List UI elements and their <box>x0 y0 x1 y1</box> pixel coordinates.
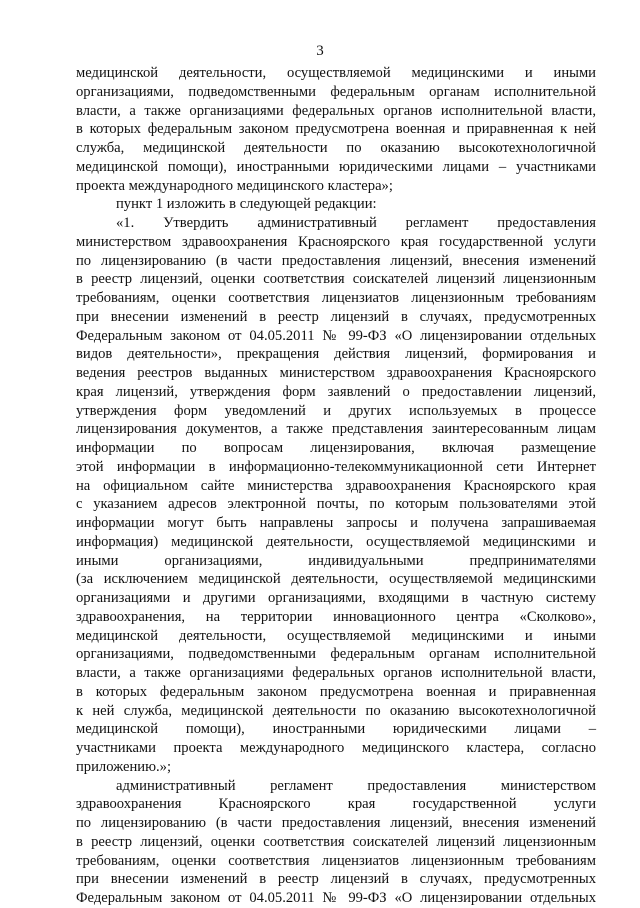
text-line: по лицензированию (в части предоставления лицензий, внесения изменений <box>76 815 596 831</box>
text-line: информации по вопросам лицензирования, включая размещение <box>76 440 596 456</box>
text-line: на официальном сайте министерства здравоохранения Красноярского края <box>76 477 596 494</box>
text-line: в которых федеральным законом предусмотрена военная и приравненная к ней <box>76 121 596 138</box>
text-line: приложению.»; <box>76 758 172 775</box>
text-line: при внесении изменений в реестр лицензий в случаях, предусмотренных <box>76 871 596 888</box>
text-line: к ней служба, медицинской деятельности по оказанию высокотехнологичной <box>76 702 596 719</box>
text-line: ведения реестров выданных министерством здравоохранения Красноярского <box>76 365 596 381</box>
text-line: лицензирования документов, а также представления заинтересованным лицам <box>76 421 596 438</box>
text-line: медицинской деятельности, осуществляемой медицинскими и иными <box>76 65 596 81</box>
text-line: пункт 1 изложить в следующей редакции: <box>116 196 377 213</box>
text-line: утверждения форм уведомлений и других используемых в процессе <box>76 402 596 419</box>
text-line: министерством здравоохранения Красноярского края государственной услуги <box>76 233 596 250</box>
text-line: информации могут быть направлены запросы и получена запрашиваемая <box>76 515 596 531</box>
text-line: организациями, подведомственными федеральным органам исполнительной <box>76 646 596 663</box>
text-line: при внесении изменений в реестр лицензий в случаях, предусмотренных <box>76 308 596 325</box>
text-line: медицинской помощи), иностранными юридическими лицами – участниками <box>76 158 596 175</box>
text-line: служба, медицинской деятельности по оказанию высокотехнологичной <box>76 140 596 156</box>
text-line: организациями, подведомственными федеральным органам исполнительной <box>76 83 596 100</box>
text-line: административный регламент предоставления министерством <box>116 777 596 794</box>
text-line: видов деятельности», прекращения действия лицензий, формирования и <box>76 346 596 363</box>
text-line: в реестр лицензий, оценки соответствия соискателей лицензий лицензионным <box>76 833 596 850</box>
text-line: здравоохранения, на территории инновационного центра «Сколково», <box>76 608 596 625</box>
text-line: медицинской деятельности, осуществляемой медицинскими и иными <box>76 627 596 644</box>
text-line: требованиям, оценки соответствия лицензиатов лицензионным требованиям <box>76 290 596 306</box>
text-line: этой информации в информационно-телекоммуникационной сети Интернет <box>76 458 596 475</box>
text-line: (за исключением медицинской деятельности, осуществляемой медицинскими <box>76 571 596 588</box>
text-line: с указанием адресов электронной почты, по которым пользователями этой <box>76 496 596 513</box>
text-line: власти, а также организациями федеральных органов исполнительной власти, <box>76 102 596 119</box>
text-line: иными организациями, индивидуальными предпринимателями <box>76 552 596 569</box>
text-line: в которых федеральным законом предусмотрена военная и приравненная <box>76 683 596 700</box>
text-line: в реестр лицензий, оценки соответствия соискателей лицензий лицензионным <box>76 271 596 288</box>
page-number: 3 <box>316 43 324 59</box>
text-line: требованиям, оценки соответствия лицензиатов лицензионным требованиям <box>76 852 596 869</box>
text-line: «1. Утвердить административный регламент предоставления <box>116 215 596 231</box>
text-line: организациями и другими организациями, входящими в частную систему <box>76 590 596 606</box>
text-line: проекта международного медицинского кластера»; <box>76 177 393 194</box>
text-line: по лицензированию (в части предоставления лицензий, внесения изменений <box>76 252 596 269</box>
text-line: Федеральным законом от 04.05.2011 № 99-ФЗ «О лицензировании отдельных <box>76 890 596 906</box>
text-line: здравоохранения Красноярского края государственной услуги <box>76 796 596 813</box>
text-line: власти, а также организациями федеральных органов исполнительной власти, <box>76 665 596 681</box>
text-line: информация) медицинской деятельности, осуществляемой медицинскими и <box>76 533 596 550</box>
text-line: Федеральным законом от 04.05.2011 № 99-ФЗ «О лицензировании отдельных <box>76 327 596 344</box>
text-line: участниками проекта международного медицинского кластера, согласно <box>76 740 596 756</box>
document-body <box>76 64 596 908</box>
text-line: края лицензий, утверждения форм заявлений о предоставлении лицензий, <box>76 383 596 400</box>
text-line: медицинской помощи), иностранными юридическими лицами – <box>76 721 596 738</box>
